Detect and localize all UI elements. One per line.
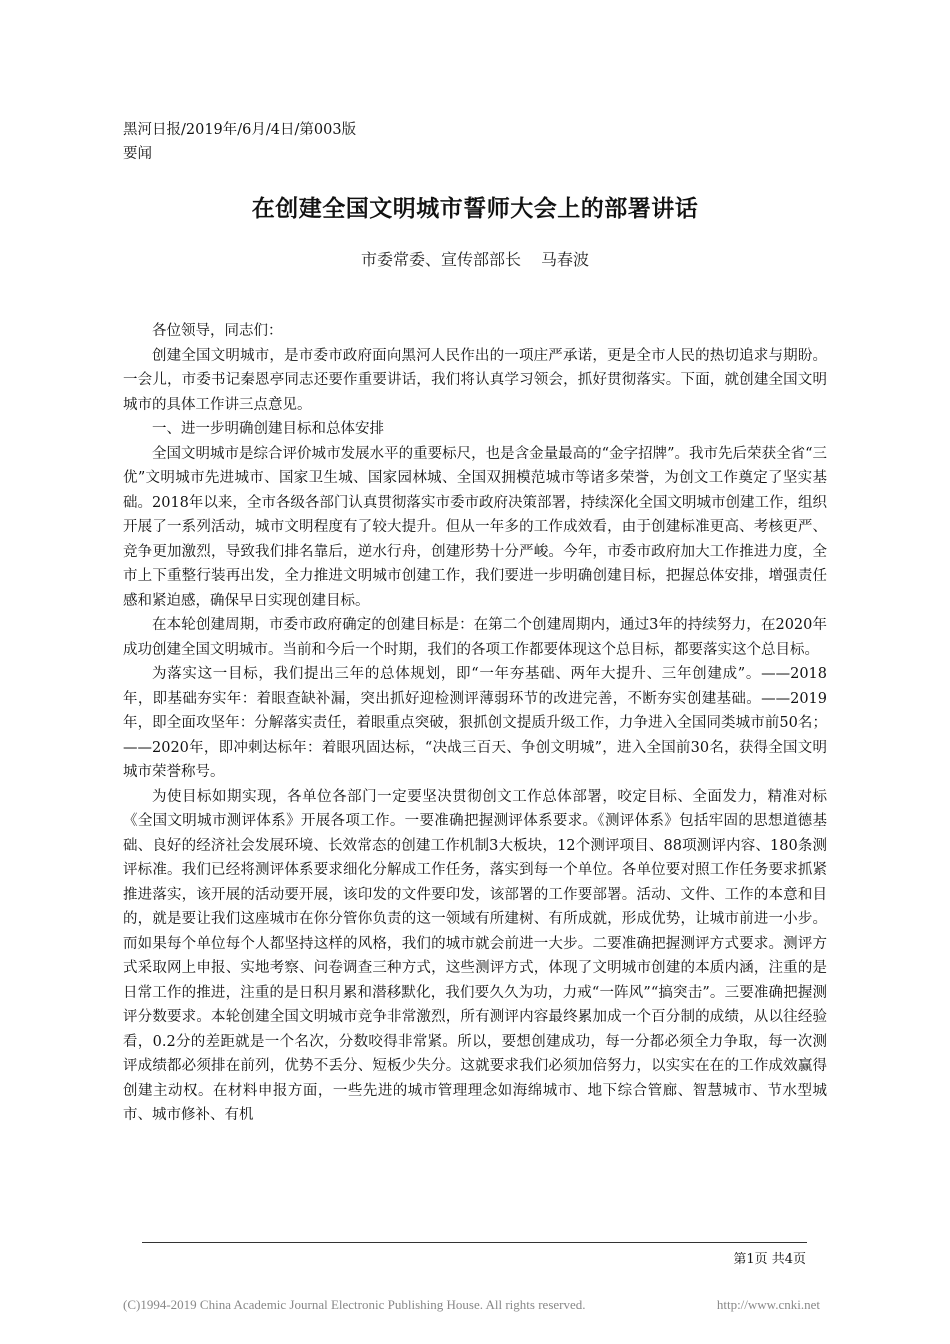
author-line — [0, 247, 950, 270]
site-url: http://www.cnki.net — [716, 1297, 820, 1312]
section-heading: 一、进一步明确创建目标和总体安排 — [152, 421, 384, 437]
paragraph: 各位领导，同志们： — [152, 323, 283, 339]
paragraph: 为落实这一目标，我们提出三年的总体规划，即“一年夯基础、两年大提升、三年创建成”。——2018年，即基础夯实年：着眼查缺补漏，突出抓好迎检测评薄弱环节的改进完善，不断夯实创建基础。——2019年，即全面攻坚年：分解落实责任，着眼重点突破，狠抓创文提质升级工作，力争进入全国同类城市前50名；——2020年，即冲刺达标年：着眼巩固达标，“决战三百天、争创文明城”，进入全国前30名，获得全国文明城市荣誉称号。 — [123, 666, 827, 780]
copyright-notice: (C)1994-2019 China Academic Journal Electronic Publishing House. All rights reserved. — [123, 1297, 586, 1312]
paragraph: 全国文明城市是综合评价城市发展水平的重要标尺，也是含金量最高的“金字招牌”。我市先后荣获全省“三优”文明城市先进城市、国家卫生城、国家园林城、全国双拥模范城市等诸多荣誉，为创文工作奠定了坚实基础。2018年以来，全市各级各部门认真贯彻落实市委市政府决策部署，持续深化全国文明城市创建工作，组织开展了一系列活动，城市文明程度有了较大提升。但从一年多的工作成效看，由于创建标准更高、考核更严、竞争更加激烈，导致我们排名靠后，逆水行舟，创建形势十分严峻。今年，市委市政府加大工作推进力度，全市上下重整行装再出发，全力推进文明城市创建工作，我们要进一步明确创建目标，把握总体安排，增强责任感和紧迫感，确保早日实现创建目标。 — [123, 445, 828, 609]
document-header — [123, 118, 356, 166]
author-role: 市委常委、宣传部部长 — [360, 250, 521, 269]
footer-divider — [142, 1242, 807, 1243]
author-name: 马春波 — [541, 250, 590, 269]
paragraph: 为使目标如期实现，各单位各部门一定要坚决贯彻创文工作总体部署，咬定目标、全面发力，精准对标《全国文明城市测评体系》开展各项工作。一要准确把握测评体系要求。《测评体系》包括牢固的思想道德基础、良好的经济社会发展环境、长效常态的创建工作机制3大板块，12个测评项目、88项测评内容、180条测评标准。我们已经将测评体系要求细化分解成工作任务，落实到每一个单位。各单位要对照工作任务要求抓紧推进落实，该开展的活动要开展，该印发的文件要印发，该部署的工作要部署。活动、文件、工作的本意和目的，就是要让我们这座城市在你分管你负责的这一领域有所建树、有所成就，形成优势，让城市前进一小步。而如果每个单位每个人都坚持这样的风格，我们的城市就会前进一大步。二要准确把握测评方式要求。测评方式采取网上申报、实地考察、问卷调查三种方式，这些测评方式，体现了文明城市创建的本质内涵，注重的是日常工作的推进，注重的是日积月累和潜移默化，我们要久久为功，力戒“一阵风”“搞突击”。三要准确把握测评分数要求。本轮创建全国文明城市竞争非常激烈，所有测评内容最终累加成一个百分制的成绩，从以往经验看，0.2分的差距就是一个名次，分数咬得非常紧。所以，要想创建成功，每一分都必须全力争取，每一次测评成绩都必须排在前列，优势不丢分、短板少失分。这就要求我们必须加倍努力，以实实在在的工作成效赢得创建主动权。在材料申报方面，一些先进的城市管理理念如海绵城市、地下综合管廊、智慧城市、节水型城市、城市修补、有机 — [123, 788, 827, 1123]
source-line: 黑河日报/2019年/6月/4日/第003版 — [123, 122, 357, 138]
article-title: 在创建全国文明城市誓师大会上的部署讲话 — [251, 196, 699, 222]
column-label: 要闻 — [123, 146, 152, 162]
paragraph: 在本轮创建周期，市委市政府确定的创建目标是：在第二个创建周期内，通过3年的持续努力，在2020年成功创建全国文明城市。当前和今后一个时期，我们的各项工作都要体现这个总目标，都要落实这个总目标。 — [123, 617, 827, 658]
paragraph: 创建全国文明城市，是市委市政府面向黑河人民作出的一项庄严承诺，更是全市人民的热切追求与期盼。一会儿，市委书记秦恩亭同志还要作重要讲话，我们将认真学习领会，抓好贯彻落实。下面，就创建全国文明城市的具体工作讲三点意见。 — [123, 347, 827, 413]
article-body — [123, 319, 827, 1128]
page-number: 第1页 共4页 — [733, 1252, 806, 1267]
